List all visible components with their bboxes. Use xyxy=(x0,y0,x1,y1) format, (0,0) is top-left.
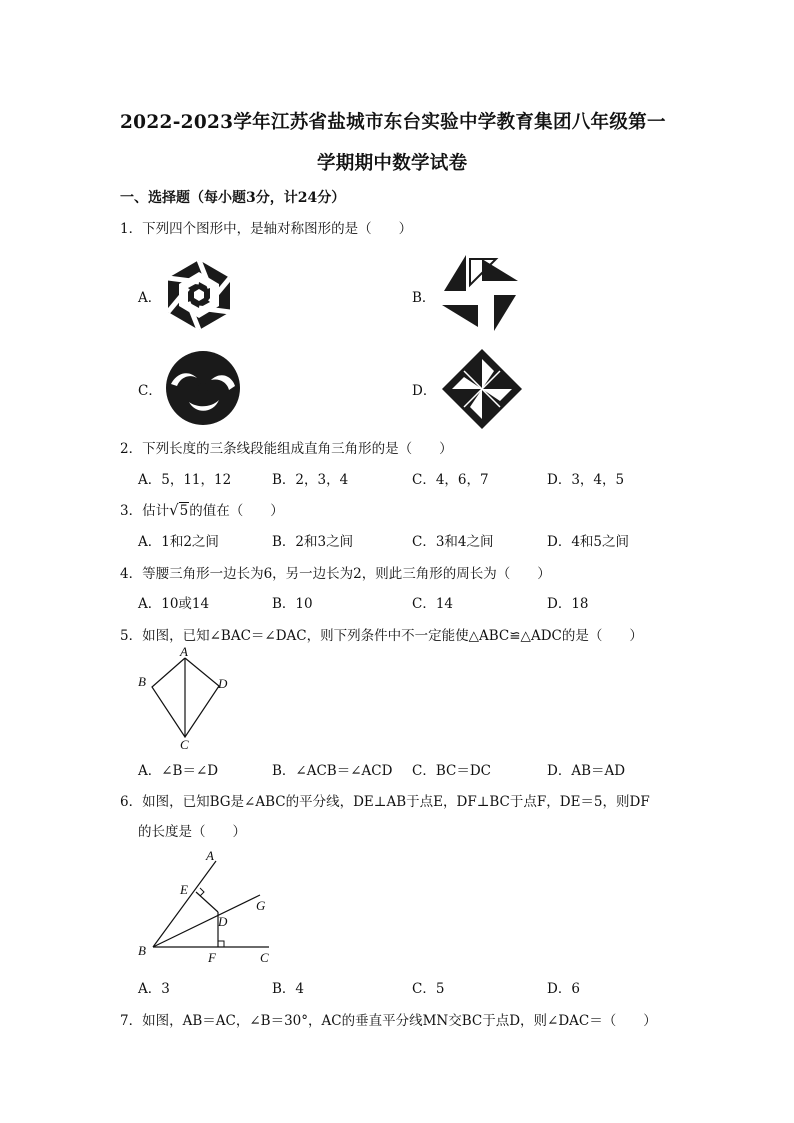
q2-option-c: C．4，6，7 xyxy=(412,472,489,488)
q6-label-b: B xyxy=(138,943,146,958)
q6-option-c: C．5 xyxy=(412,981,445,997)
q3-radicand: 5 xyxy=(179,503,189,519)
q3-option-a: A．1和2之间 xyxy=(138,534,219,550)
q6-label-e: E xyxy=(180,882,188,897)
diamond-pinwheel-icon xyxy=(441,348,523,430)
hexagon-knot-icon xyxy=(162,258,236,332)
q4-option-d: D．18 xyxy=(547,596,589,612)
q6-label-c: C xyxy=(260,950,269,965)
q3-stem-prefix: 3．估计 xyxy=(120,503,170,519)
q6-label-d: D xyxy=(218,914,228,929)
q6-label-g: G xyxy=(256,898,266,913)
q6-option-a: A．3 xyxy=(138,981,170,997)
sqrt-sign-icon: √ xyxy=(169,501,179,519)
question-1-stem: 1．下列四个图形中，是轴对称图形的是（ ） xyxy=(120,221,413,237)
q3-stem-suffix: 的值在（ ） xyxy=(189,503,284,519)
question-6-stem-line2: 的长度是（ ） xyxy=(138,824,246,840)
question-4-stem: 4．等腰三角形一边长为6，另一边长为2，则此三角形的周长为（ ） xyxy=(120,566,551,582)
question-3-stem xyxy=(120,499,284,519)
q4-option-c: C．14 xyxy=(412,596,454,612)
q5-option-b: B．∠ACB＝∠ACD xyxy=(272,763,393,779)
q5-label-c: C xyxy=(180,737,189,752)
q5-option-c: C．BC＝DC xyxy=(412,763,491,779)
q2-option-a: A．5，11，12 xyxy=(138,472,232,488)
q3-option-d: D．4和5之间 xyxy=(547,534,630,550)
question-7-stem: 7．如图，AB＝AC，∠B＝30°，AC的垂直平分线MN交BC于点D，则∠DAC＝（ ） xyxy=(120,1013,657,1029)
pinwheel-triangles-icon xyxy=(440,253,520,333)
section-heading: 一、选择题（每小题3分，计24分） xyxy=(120,190,346,206)
q6-label-f: F xyxy=(208,950,216,965)
q5-label-b: B xyxy=(138,674,146,689)
question-2-stem: 2．下列长度的三条线段能组成直角三角形的是（ ） xyxy=(120,441,453,457)
page-title-line1: 2022-2023学年江苏省盐城市东台实验中学教育集团八年级第一 xyxy=(120,112,666,133)
q1-option-a-label: A． xyxy=(138,290,162,306)
q4-option-a: A．10或14 xyxy=(138,596,210,612)
q6-option-b: B．4 xyxy=(272,981,305,997)
q1-option-c-label: C． xyxy=(138,383,162,399)
question-6-stem-line1: 6．如图，已知BG是∠ABC的平分线，DE⊥AB于点E，DF⊥BC于点F，DE＝5，则DF xyxy=(120,794,650,810)
page-title-line2: 学期期中数学试卷 xyxy=(317,153,468,174)
q2-option-b: B．2，3，4 xyxy=(272,472,349,488)
q2-option-d: D．3，4，5 xyxy=(547,472,625,488)
q6-label-a: A xyxy=(206,848,214,863)
q1-option-b-label: B． xyxy=(412,290,436,306)
q3-option-c: C．3和4之间 xyxy=(412,534,494,550)
q5-label-a: A xyxy=(180,644,188,659)
yin-yang-circle-icon xyxy=(165,350,241,426)
q5-kite-figure xyxy=(136,645,236,755)
q6-angle-bisector-figure xyxy=(136,845,276,970)
q5-label-d: D xyxy=(218,676,228,691)
q1-option-d-label: D． xyxy=(412,383,437,399)
q4-option-b: B．10 xyxy=(272,596,313,612)
q3-option-b: B．2和3之间 xyxy=(272,534,354,550)
q6-option-d: D．6 xyxy=(547,981,580,997)
q5-option-a: A．∠B＝∠D xyxy=(138,763,219,779)
question-5-stem: 5．如图，已知∠BAC＝∠DAC，则下列条件中不一定能使△ABC≌△ADC的是（ ） xyxy=(120,628,643,644)
q5-option-d: D．AB＝AD xyxy=(547,763,626,779)
